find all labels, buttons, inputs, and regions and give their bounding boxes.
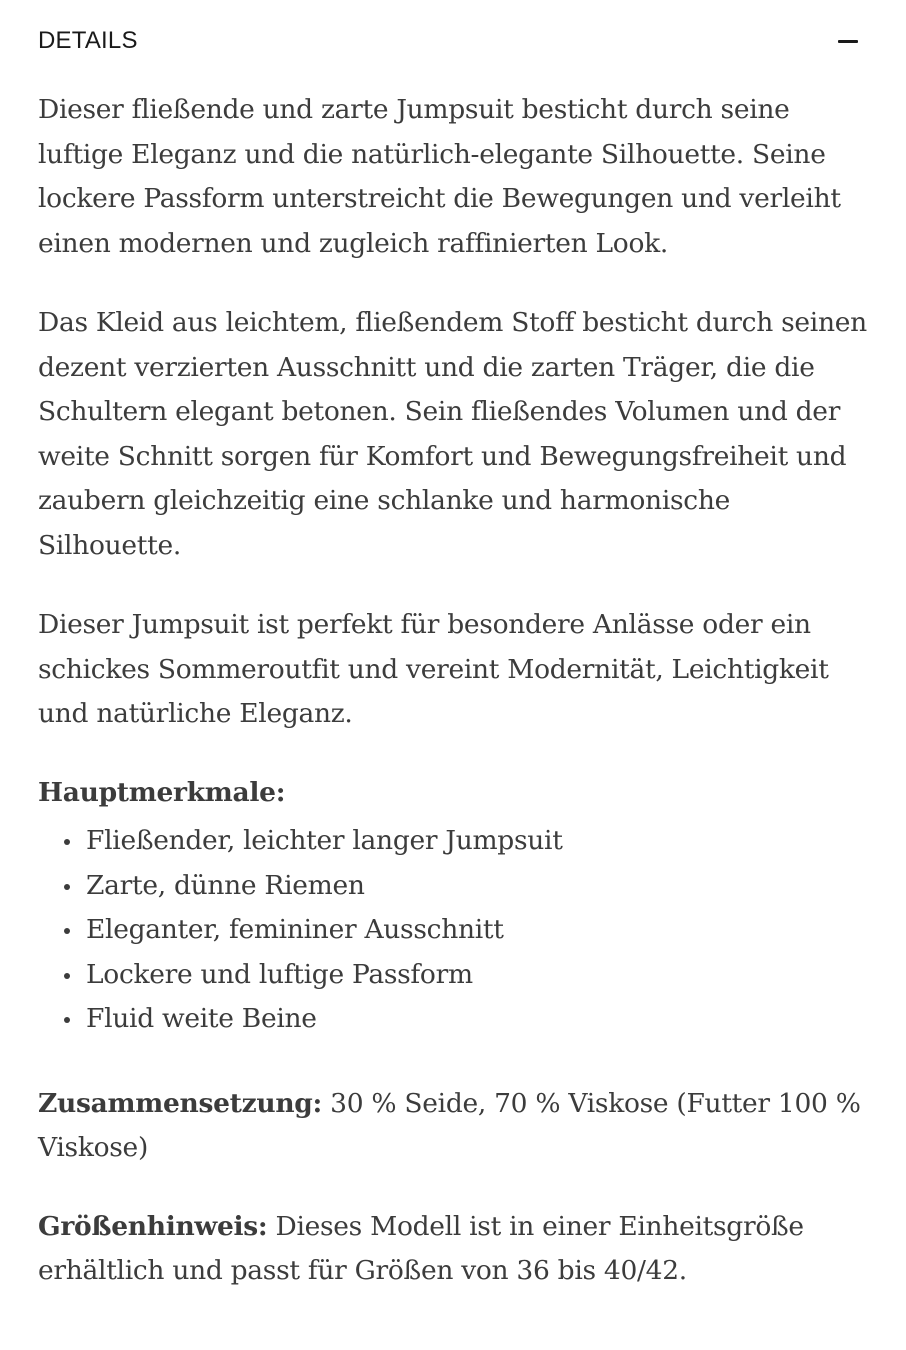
size-note-value: Dieses Modell ist in einer Einheitsgröße erhältlich und passt für Größen von 36 bis 40/42. (38, 1210, 804, 1286)
description-paragraph-3: Dieser Jumpsuit ist perfekt für besondere Anlässe oder ein schickes Sommeroutfit und vereint Modernität, Leichtigkeit und natürliche Eleganz. (38, 609, 829, 729)
composition-value: 30 % Seide, 70 % Viskose (Futter 100 % Viskose) (38, 1087, 861, 1163)
details-content (38, 88, 868, 1294)
feature-item: Zarte, dünne Riemen (38, 864, 868, 909)
description-paragraph-2: Das Kleid aus leichtem, fließendem Stoff besticht durch seinen dezent verzierten Ausschnitt und die zarten Träger, die die Schultern elegant betonen. Sein fließendes Volumen und der weite Schnitt sorgen für Komfort und Bewegungsfreiheit und zaubern gleichzeitig eine schlanke und harmonische Silhouette. (38, 307, 867, 561)
features-heading: Hauptmerkmale: (38, 776, 286, 808)
minus-icon[interactable] (834, 27, 862, 55)
details-panel (38, 0, 868, 1294)
size-note-label: Größenhinweis: (38, 1210, 268, 1242)
size-note (38, 1205, 868, 1294)
details-title: DETAILS (38, 27, 138, 54)
feature-item: Eleganter, femininer Ausschnitt (38, 908, 868, 953)
feature-item: Fluid weite Beine (38, 997, 868, 1042)
features-list (38, 819, 868, 1042)
details-accordion-header[interactable] (38, 0, 868, 82)
composition (38, 1082, 868, 1171)
composition-label: Zusammensetzung: (38, 1087, 323, 1119)
feature-item: Lockere und luftige Passform (38, 953, 868, 998)
description-paragraph-1: Dieser fließende und zarte Jumpsuit besticht durch seine luftige Eleganz und die natürlich-elegante Silhouette. Seine lockere Passform unterstreicht die Bewegungen und verleiht einen modernen und zugleich raffinierten Look. (38, 94, 841, 259)
feature-item: Fließender, leichter langer Jumpsuit (38, 819, 868, 864)
